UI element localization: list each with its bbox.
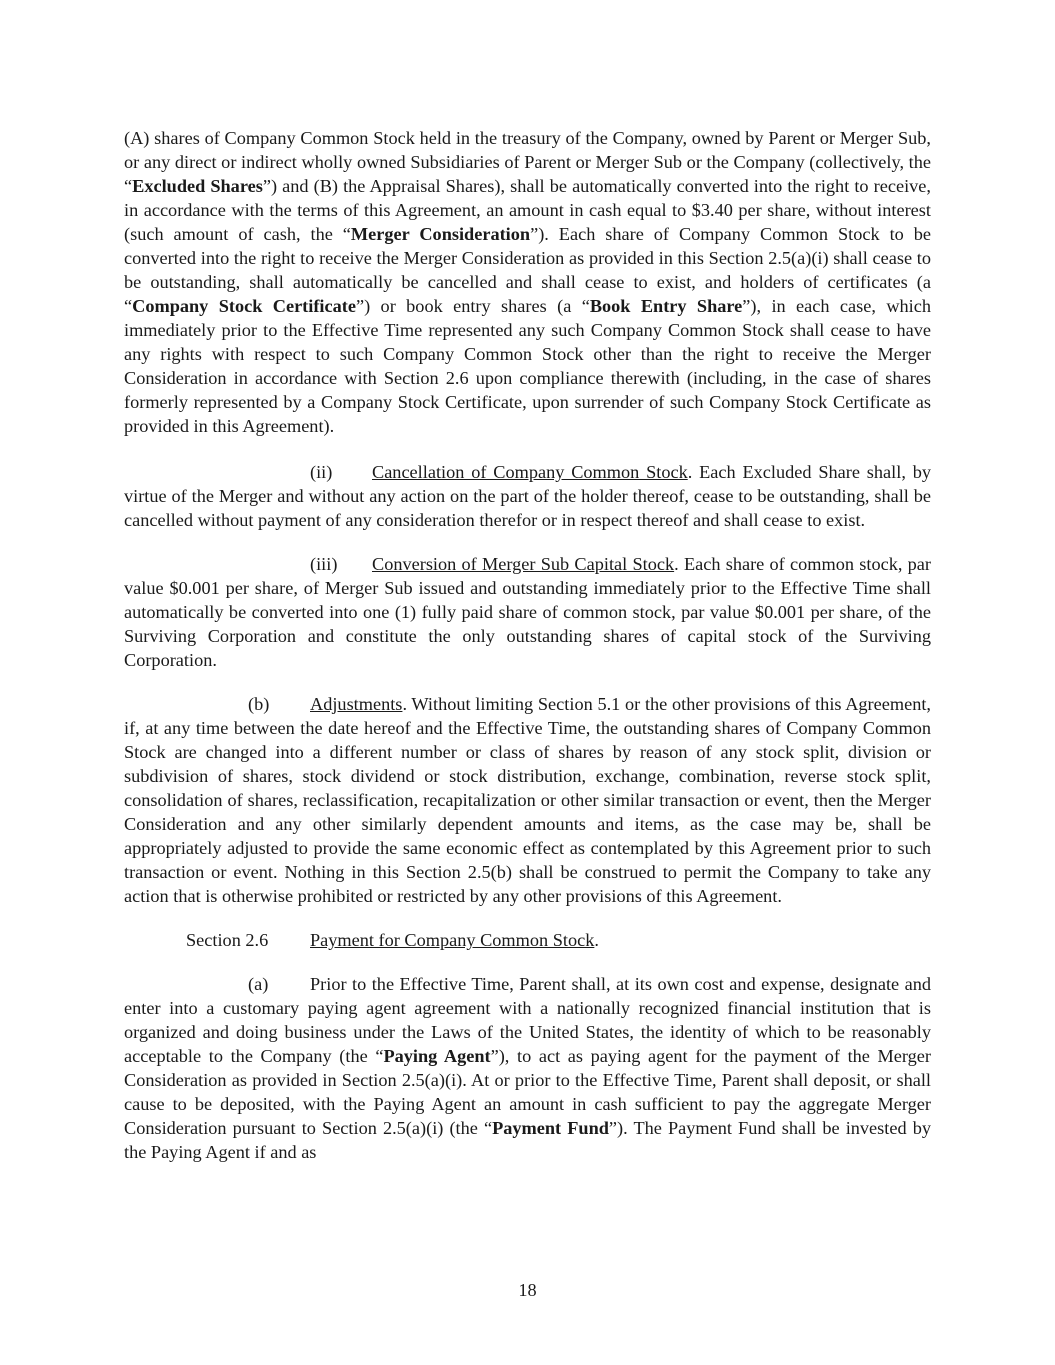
- clause-number: (iii): [310, 554, 338, 574]
- paragraph-b: [124, 692, 931, 908]
- section-number: Section 2.6: [186, 930, 269, 950]
- text-run: ”), in each case, which immediately prior to the Effective Time represented any such Company Common Stock shall cease to have any rights with respect to such Company Common Stock other than the right to receive the Merger Consideration in accordance with Section 2.6 upon compliance therewith (including, in the case of shares formerly represented by a Company Stock Certificate, upon surrender of such Company Stock Certificate as provided in this Agreement).: [124, 296, 931, 436]
- text-run: (A) shares of Company Common Stock held in the treasury of the Company, owned by Parent or Merger Sub, or any direct or indirect wholly owned Subsidiaries of Parent or Merger Sub or the Company (collectively, the “: [124, 128, 931, 196]
- paragraph-a-ii: [124, 460, 931, 532]
- page-number: 18: [518, 1280, 537, 1300]
- clause-title: Cancellation of Company Common Stock: [372, 462, 688, 482]
- paragraph-a-iii: [124, 552, 931, 672]
- defined-term-company-stock-certificate: Company Stock Certificate: [132, 296, 356, 316]
- defined-term-merger-consideration: Merger Consideration: [350, 224, 531, 244]
- clause-number: (b): [248, 694, 270, 714]
- section-heading: [124, 928, 931, 952]
- text-run: ”), to act as paying agent for the payment of the Merger Consideration as provided in Section 2.5(a)(i). At or prior to the Effective Time, Parent shall deposit, or shall cause to be deposited, with the Paying Agent an amount in cash sufficient to pay the aggregate Merger Consideration pursuant to Section 2.5(a)(i) (the “: [124, 1046, 932, 1138]
- clause-text: . Each Excluded Share shall, by virtue of the Merger and without any action on the part of the holder thereof, cease to be outstanding, shall be cancelled without payment of any consideration therefor or in respect thereof and shall cease to exist.: [124, 462, 932, 530]
- section-title: Payment for Company Common Stock: [310, 930, 595, 950]
- paragraph-2-6-a: [124, 972, 931, 1164]
- text-run: Prior to the Effective Time, Parent shall, at its own cost and expense, designate and enter into a customary paying agent agreement with a nationally recognized financial institution that is organized and doing business under the Laws of the United States, the identity of which to be reasonably acceptable to the Company (the “: [124, 974, 931, 1066]
- clause-number: (a): [248, 974, 269, 994]
- text-run: ”). The Payment Fund shall be invested by the Paying Agent if and as: [124, 1118, 931, 1162]
- text-run: ”). Each share of Company Common Stock to be converted into the right to receive the Merger Consideration as provided in this Section 2.5(a)(i) shall cease to be outstanding, shall automatically be cancelled and shall cease to exist, and holders of certificates (a “: [124, 224, 931, 316]
- clause-number: (ii): [310, 462, 333, 482]
- clause-text: . Without limiting Section 5.1 or the other provisions of this Agreement, if, at any time between the date hereof and the Effective Time, the outstanding shares of Company Common Stock are changed into a different number or class of shares by reason of any stock split, division or subdivision of shares, stock dividend or stock distribution, exchange, combination, reverse stock split, consolidation of shares, reclassification, recapitalization or other similar transaction or event, then the Merger Consideration and any other similarly dependent amounts and items, as the case may be, shall be appropriately adjusted to provide the same economic effect as contemplated by this Agreement prior to such transaction or event. Nothing in this Section 2.5(b) shall be construed to permit the Company to take any action that is otherwise prohibited or restricted by any other provisions of this Agreement.: [124, 694, 931, 906]
- text-run: ”) and (B) the Appraisal Shares), shall be automatically converted into the right to receive, in accordance with the terms of this Agreement, an amount in cash equal to $3.40 per share, without interest (such amount of cash, the “: [124, 176, 931, 244]
- document-page: [124, 126, 931, 1184]
- text-run: ”) or book entry shares (a “: [355, 296, 590, 316]
- defined-term-book-entry-share: Book Entry Share: [589, 296, 743, 316]
- paragraph-a-i-continuation: [124, 126, 931, 438]
- defined-term-excluded-shares: Excluded Shares: [132, 176, 263, 196]
- section-title-period: .: [594, 930, 599, 950]
- clause-title: Conversion of Merger Sub Capital Stock: [372, 554, 675, 574]
- defined-term-payment-fund: Payment Fund: [492, 1118, 609, 1138]
- clause-title: Adjustments: [310, 694, 403, 714]
- clause-text: . Each share of common stock, par value $0.001 per share, of Merger Sub issued and outstanding immediately prior to the Effective Time shall automatically be converted into one (1) fully paid share of common stock, par value $0.001 per share, of the Surviving Corporation and constitute the only outstanding shares of capital stock of the Surviving Corporation.: [124, 554, 931, 670]
- defined-term-paying-agent: Paying Agent: [383, 1046, 491, 1066]
